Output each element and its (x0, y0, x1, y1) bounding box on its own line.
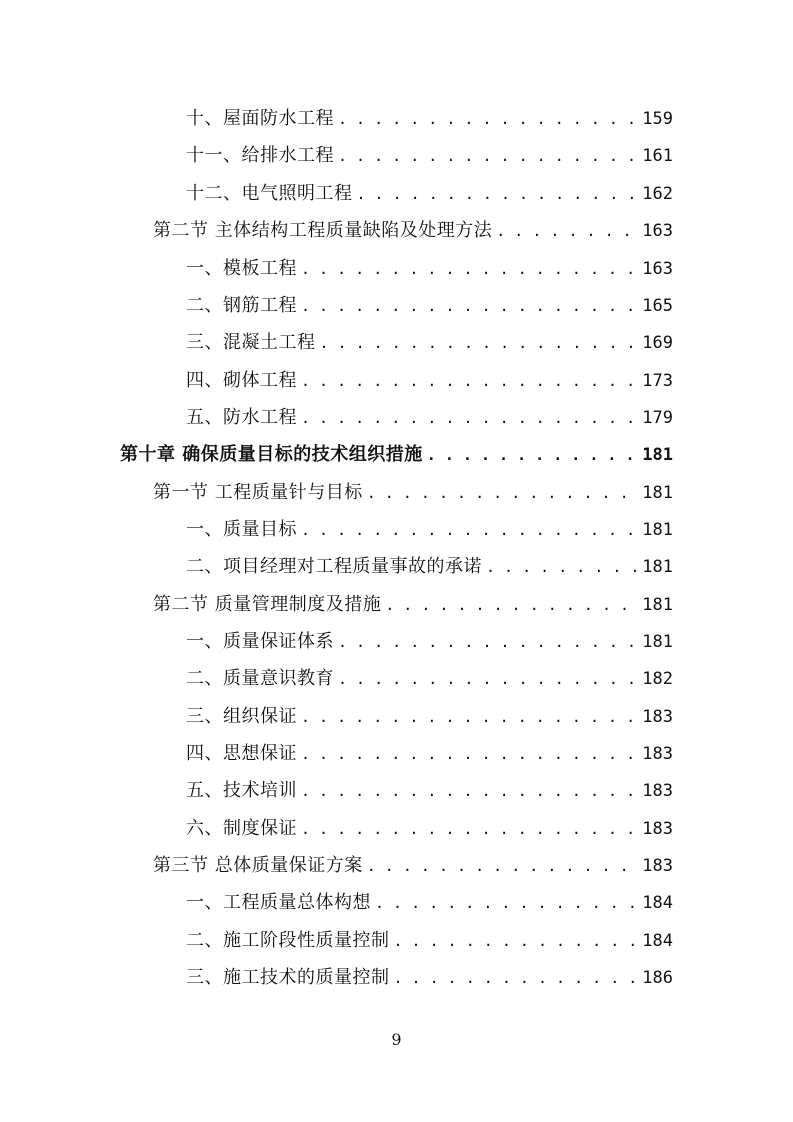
toc-entry-page-number: 182 (642, 669, 673, 689)
toc-dot-leader (367, 852, 639, 880)
toc-entry-title: 第三节 总体质量保证方案 (153, 855, 363, 876)
toc-dot-leader (301, 815, 638, 843)
toc-entry-title: 三、施工技术的质量控制 (186, 967, 390, 988)
toc-dot-leader (338, 665, 638, 693)
toc-subsection-entry[interactable] (186, 329, 673, 357)
toc-entry-title: 第二节 主体结构工程质量缺陷及处理方法 (153, 220, 493, 241)
toc-subsection-entry[interactable] (186, 255, 673, 283)
toc-entry-title: 十一、给排水工程 (186, 145, 334, 166)
toc-subsection-entry[interactable] (186, 292, 673, 320)
toc-section-entry[interactable] (153, 852, 673, 880)
toc-dot-leader (486, 553, 638, 581)
toc-section-entry[interactable] (153, 479, 673, 507)
toc-dot-leader (301, 703, 638, 731)
toc-subsection-entry[interactable] (186, 105, 673, 133)
toc-subsection-entry[interactable] (186, 964, 673, 992)
toc-subsection-entry[interactable] (186, 927, 673, 955)
toc-subsection-entry[interactable] (186, 889, 673, 917)
toc-entry-page-number: 179 (642, 408, 673, 428)
toc-dot-leader (338, 105, 638, 133)
toc-subsection-entry[interactable] (186, 142, 673, 170)
toc-dot-leader (496, 217, 638, 245)
toc-dot-leader (301, 292, 638, 320)
toc-entry-page-number: 184 (642, 893, 673, 913)
toc-entry-title: 二、施工阶段性质量控制 (186, 930, 390, 951)
toc-subsection-entry[interactable] (186, 628, 673, 656)
toc-entry-title: 第一节 工程质量针与目标 (153, 482, 363, 503)
toc-entry-page-number: 161 (642, 146, 673, 166)
toc-dot-leader (301, 367, 638, 395)
toc-entry-title: 三、组织保证 (186, 706, 297, 727)
toc-entry-page-number: 169 (642, 333, 673, 353)
toc-entry-title: 一、工程质量总体构想 (186, 892, 371, 913)
toc-dot-leader (338, 142, 638, 170)
toc-dot-leader (394, 927, 639, 955)
toc-subsection-entry[interactable] (186, 180, 673, 208)
toc-dot-leader (394, 964, 639, 992)
toc-dot-leader (301, 404, 638, 432)
toc-subsection-entry[interactable] (186, 665, 673, 693)
toc-subsection-entry[interactable] (186, 777, 673, 805)
toc-subsection-entry[interactable] (186, 367, 673, 395)
toc-entry-title: 第二节 质量管理制度及措施 (153, 594, 382, 615)
toc-entry-title: 五、技术培训 (186, 780, 297, 801)
toc-dot-leader (301, 255, 638, 283)
toc-entry-page-number: 165 (642, 296, 673, 316)
toc-entry-page-number: 181 (642, 595, 673, 615)
toc-dot-leader (367, 479, 639, 507)
toc-subsection-entry[interactable] (186, 740, 673, 768)
toc-subsection-entry[interactable] (186, 815, 673, 843)
toc-entry-title: 二、钢筋工程 (186, 295, 297, 316)
toc-entry-page-number: 183 (642, 856, 673, 876)
toc-dot-leader (375, 889, 638, 917)
toc-entry-page-number: 183 (642, 707, 673, 727)
toc-dot-leader (385, 591, 638, 619)
toc-subsection-entry[interactable] (186, 553, 673, 581)
toc-entry-page-number: 181 (642, 557, 673, 577)
toc-entry-title: 一、质量目标 (186, 519, 297, 540)
toc-entry-page-number: 183 (642, 744, 673, 764)
toc-entry-title: 一、模板工程 (186, 258, 297, 279)
toc-entry-page-number: 163 (642, 259, 673, 279)
toc-entry-page-number: 181 (642, 632, 673, 652)
toc-entry-title: 十二、电气照明工程 (186, 183, 353, 204)
toc-dot-leader (301, 740, 638, 768)
toc-entry-page-number: 184 (642, 931, 673, 951)
toc-entry-page-number: 186 (642, 968, 673, 988)
toc-entry-page-number: 162 (642, 184, 673, 204)
toc-entry-title: 第十章 确保质量目标的技术组织措施 (120, 444, 423, 465)
toc-dot-leader (301, 777, 638, 805)
toc-dot-leader (320, 329, 639, 357)
toc-entry-page-number: 181 (642, 445, 673, 465)
toc-subsection-entry[interactable] (186, 404, 673, 432)
toc-section-entry[interactable] (153, 591, 673, 619)
toc-entry-title: 二、项目经理对工程质量事故的承诺 (186, 556, 482, 577)
toc-entry-title: 一、质量保证体系 (186, 631, 334, 652)
toc-section-entry[interactable] (153, 217, 673, 245)
toc-dot-leader (427, 441, 639, 469)
toc-entry-title: 四、砌体工程 (186, 370, 297, 391)
toc-dot-leader (338, 628, 638, 656)
toc-entry-page-number: 181 (642, 520, 673, 540)
toc-subsection-entry[interactable] (186, 703, 673, 731)
toc-entry-page-number: 173 (642, 371, 673, 391)
toc-entry-page-number: 163 (642, 221, 673, 241)
toc-entry-title: 五、防水工程 (186, 407, 297, 428)
toc-entry-title: 四、思想保证 (186, 743, 297, 764)
toc-entry-page-number: 183 (642, 819, 673, 839)
toc-entry-title: 六、制度保证 (186, 818, 297, 839)
toc-entry-title: 十、屋面防水工程 (186, 108, 334, 129)
toc-subsection-entry[interactable] (186, 516, 673, 544)
toc-dot-leader (301, 516, 638, 544)
toc-entry-page-number: 183 (642, 781, 673, 801)
toc-entry-title: 二、质量意识教育 (186, 668, 334, 689)
toc-dot-leader (357, 180, 639, 208)
toc-entry-page-number: 181 (642, 483, 673, 503)
toc-entry-title: 三、混凝土工程 (186, 332, 316, 353)
page-number: 9 (391, 1030, 402, 1049)
toc-chapter-entry[interactable] (120, 441, 673, 469)
toc-entry-page-number: 159 (642, 109, 673, 129)
